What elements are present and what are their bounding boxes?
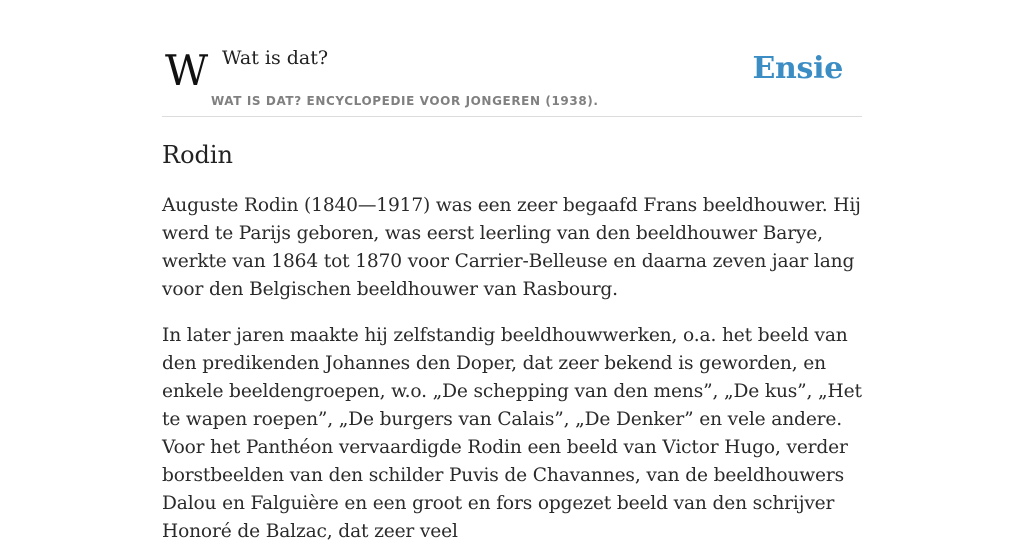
article-paragraph: In later jaren maakte hij zelfstandig beeldhouwwerken, o.a. het beeld van den predikenden Johannes den Doper, dat zeer bekend is geworden, en enkele beeldengroepen, w.o. „De schepping van den mens”, „De kus”, „Het te wapen roepen”, „De burgers van Calais”, „De Denker” en vele andere. Voor het Panthéon vervaardigde Rodin een beeld van Victor Hugo, verder borstbeelden van den schilder Puvis de Chavannes, van de beeldhouwers Dalou en Falguière en een groot en fors opgezet beeld van den schrijver Honoré de Balzac, dat zeer veel [162,325,862,542]
ensie-brand-link[interactable]: Ensie [752,51,843,86]
source-title-link[interactable]: Wat is dat? [222,47,329,69]
wikipedia-logo-icon[interactable]: W [165,46,206,95]
site-header [162,40,862,117]
article [162,140,868,546]
source-subtitle: WAT IS DAT? ENCYCLOPEDIE VOOR JONGEREN (1938). [211,94,599,108]
article-title: Rodin [162,141,234,169]
article-paragraph: Auguste Rodin (1840—1917) was een zeer begaafd Frans beeldhouwer. Hij werd te Parijs geboren, was eerst leerling van den beeldhouwer Barye, werkte van 1864 tot 1870 voor Carrier-Belleuse en daarna zeven jaar lang voor den Belgischen beeldhouwer van Rasbourg. [162,195,861,300]
